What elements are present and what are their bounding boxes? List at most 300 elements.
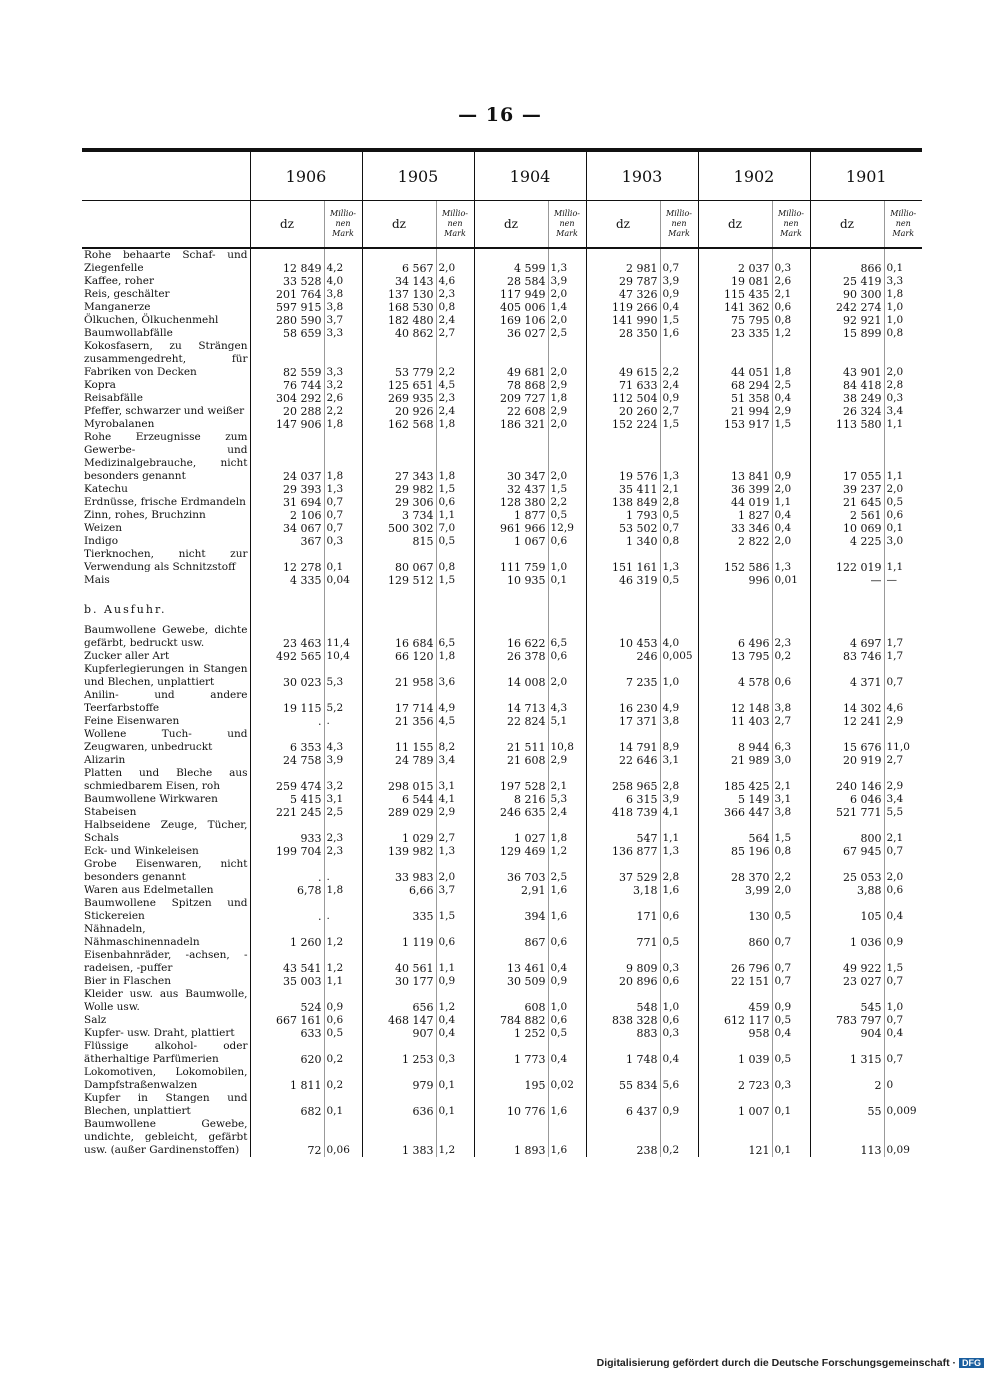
row-label: Kleider usw. aus Baumwolle, Wolle usw.	[84, 988, 248, 1013]
cell-million-mark: 1,2	[436, 988, 474, 1014]
cell-million-mark: 4,3	[324, 728, 362, 754]
cell-dz: 27 343	[362, 431, 436, 483]
cell-dz: 21 989	[698, 754, 772, 767]
cell-million-mark: 3,0	[884, 535, 922, 548]
cell-million-mark: 3,7	[324, 314, 362, 327]
cell-million-mark: 2,4	[660, 379, 698, 392]
cell-million-mark: 0,3	[772, 248, 810, 275]
cell-million-mark: 1,3	[660, 845, 698, 858]
cell-dz: 75 795	[698, 314, 772, 327]
cell-dz: 35 411	[586, 483, 660, 496]
cell-million-mark: 0,06	[324, 1118, 362, 1157]
table-row	[82, 379, 922, 392]
table-row	[82, 1092, 922, 1118]
row-label: Baumwollabfälle	[84, 327, 173, 339]
dfg-logo: DFG	[959, 1358, 984, 1368]
cell-dz: 85 196	[698, 845, 772, 858]
cell-million-mark: 0,7	[884, 663, 922, 689]
cell-million-mark: 2,0	[548, 314, 586, 327]
cell-million-mark: 2,0	[548, 340, 586, 379]
cell-dz: 14 302	[810, 689, 884, 715]
cell-dz: 11 403	[698, 715, 772, 728]
cell-dz: 6,78	[250, 884, 324, 897]
cell-dz: 866	[810, 248, 884, 275]
cell-dz: 8 944	[698, 728, 772, 754]
cell-dz: 335	[362, 897, 436, 923]
cell-million-mark: 0,8	[884, 327, 922, 340]
row-label: Kupfer in Stangen und Blechen, unplattiert	[84, 1092, 248, 1117]
cell-million-mark: 1,5	[660, 418, 698, 431]
cell-million-mark: 2,3	[436, 392, 474, 405]
cell-million-mark: 2,5	[548, 858, 586, 884]
cell-dz: 21 608	[474, 754, 548, 767]
cell-dz: 21 994	[698, 405, 772, 418]
cell-million-mark: 10,8	[548, 728, 586, 754]
cell-dz: 904	[810, 1027, 884, 1040]
cell-million-mark: 0,9	[436, 975, 474, 988]
cell-million-mark: 1,8	[436, 418, 474, 431]
cell-dz: 860	[698, 923, 772, 949]
cell-million-mark: 0,005	[660, 650, 698, 663]
row-label: Eisenbahnräder, -achsen, -radeisen, -puffer	[84, 949, 248, 974]
cell-dz: 979	[362, 1066, 436, 1092]
cell-million-mark: 0,7	[324, 496, 362, 509]
cell-dz: 12 849	[250, 248, 324, 275]
cell-dz: 367	[250, 535, 324, 548]
cell-million-mark: 6,5	[548, 624, 586, 650]
cell-million-mark: 1,0	[884, 988, 922, 1014]
cell-dz: 44 019	[698, 496, 772, 509]
cell-million-mark: 2,3	[324, 845, 362, 858]
cell-million-mark: 0,6	[660, 897, 698, 923]
row-label: Grobe Eisenwaren, nicht besonders genannt	[84, 858, 248, 883]
cell-million-mark: 0,8	[436, 548, 474, 574]
cell-dz: 23 335	[698, 327, 772, 340]
table-row	[82, 793, 922, 806]
cell-dz: 186 321	[474, 418, 548, 431]
cell-million-mark: 1,0	[884, 314, 922, 327]
cell-dz: 14 791	[586, 728, 660, 754]
table-row	[82, 897, 922, 923]
cell-dz: 136 877	[586, 845, 660, 858]
cell-million-mark: 10,4	[324, 650, 362, 663]
cell-million-mark: 0,3	[324, 535, 362, 548]
cell-million-mark: 4,5	[436, 379, 474, 392]
cell-million-mark: 2,9	[436, 806, 474, 819]
cell-million-mark: 2,4	[436, 314, 474, 327]
cell-million-mark: 2,9	[548, 379, 586, 392]
cell-million-mark: 1,8	[324, 884, 362, 897]
cell-million-mark: 1,0	[884, 301, 922, 314]
cell-million-mark: 0,7	[324, 509, 362, 522]
cell-million-mark: 1,8	[324, 418, 362, 431]
cell-million-mark: 0,4	[436, 1027, 474, 1040]
cell-dz: 298 015	[362, 767, 436, 793]
cell-million-mark: 3,8	[660, 715, 698, 728]
cell-dz: 1 027	[474, 819, 548, 845]
cell-dz: 197 528	[474, 767, 548, 793]
table-row	[82, 248, 922, 275]
cell-dz: 22 646	[586, 754, 660, 767]
cell-million-mark: 2,0	[772, 535, 810, 548]
cell-dz: 92 921	[810, 314, 884, 327]
cell-million-mark: 0,1	[436, 1066, 474, 1092]
cell-dz: 6 567	[362, 248, 436, 275]
cell-dz: 246 635	[474, 806, 548, 819]
row-label: Kokosfasern, zu Strängen zusammengedreht, für Fabriken von Decken	[84, 340, 248, 378]
table-row	[82, 1014, 922, 1027]
cell-dz: 1 827	[698, 509, 772, 522]
row-label: Alizarin	[84, 754, 126, 766]
cell-million-mark: 2,0	[772, 483, 810, 496]
cell-dz: 137 130	[362, 288, 436, 301]
table-row	[82, 340, 922, 379]
cell-million-mark: 4,0	[660, 624, 698, 650]
cell-dz: 182 480	[362, 314, 436, 327]
cell-dz: 20 260	[586, 405, 660, 418]
cell-dz: 66 120	[362, 650, 436, 663]
cell-million-mark: 1,6	[660, 884, 698, 897]
cell-dz: 2 106	[250, 509, 324, 522]
cell-million-mark: 0,3	[660, 949, 698, 975]
cell-dz: 405 006	[474, 301, 548, 314]
table-row	[82, 988, 922, 1014]
cell-dz: 36 399	[698, 483, 772, 496]
cell-million-mark: 1,1	[436, 949, 474, 975]
cell-dz: 51 358	[698, 392, 772, 405]
cell-million-mark: 2,4	[436, 405, 474, 418]
cell-dz: 783 797	[810, 1014, 884, 1027]
cell-dz: 2 723	[698, 1066, 772, 1092]
row-label: Baumwollene Spitzen und Stickereien	[84, 897, 248, 922]
cell-dz: 55	[810, 1092, 884, 1118]
cell-dz: 152 586	[698, 548, 772, 574]
cell-dz: 141 362	[698, 301, 772, 314]
cell-dz: 129 512	[362, 574, 436, 587]
section-heading: b. Ausfuhr.	[84, 603, 167, 616]
cell-dz: 30 347	[474, 431, 548, 483]
cell-million-mark: 0,4	[772, 392, 810, 405]
label-header	[82, 150, 250, 201]
cell-dz: 14 008	[474, 663, 548, 689]
cell-million-mark: 2,1	[772, 767, 810, 793]
row-label: Feine Eisenwaren	[84, 715, 180, 727]
table-row	[82, 288, 922, 301]
cell-dz: 20 919	[810, 754, 884, 767]
cell-dz: 1 893	[474, 1118, 548, 1157]
cell-million-mark: 1,0	[660, 988, 698, 1014]
cell-dz: 26 378	[474, 650, 548, 663]
unit-million-mark-header: Millio-nen Mark	[436, 201, 474, 249]
cell-million-mark: 2,9	[548, 405, 586, 418]
cell-dz: 122 019	[810, 548, 884, 574]
cell-million-mark: 3,9	[548, 275, 586, 288]
cell-dz: 246	[586, 650, 660, 663]
cell-dz: 418 739	[586, 806, 660, 819]
cell-dz: 19 081	[698, 275, 772, 288]
table-row	[82, 689, 922, 715]
cell-million-mark: 2,6	[324, 392, 362, 405]
cell-dz: 5 149	[698, 793, 772, 806]
cell-million-mark: 3,1	[772, 793, 810, 806]
cell-million-mark: 2,1	[548, 767, 586, 793]
unit-million-mark-header: Millio-nen Mark	[660, 201, 698, 249]
cell-dz: 21 511	[474, 728, 548, 754]
footer	[597, 1357, 984, 1369]
cell-million-mark: 2,8	[884, 379, 922, 392]
cell-million-mark: 0,1	[324, 1092, 362, 1118]
table-row	[82, 275, 922, 288]
cell-million-mark: 2,1	[772, 288, 810, 301]
cell-dz: 82 559	[250, 340, 324, 379]
cell-dz: 13 841	[698, 431, 772, 483]
cell-million-mark: 0,6	[436, 496, 474, 509]
cell-dz: 1 067	[474, 535, 548, 548]
cell-million-mark: 0,5	[324, 1027, 362, 1040]
cell-million-mark: 0,6	[772, 663, 810, 689]
cell-million-mark: 1,8	[436, 431, 474, 483]
unit-dz-header: dz	[474, 201, 548, 249]
cell-dz: 34 067	[250, 522, 324, 535]
cell-dz: 1 029	[362, 819, 436, 845]
cell-dz: 259 474	[250, 767, 324, 793]
cell-dz: 2	[810, 1066, 884, 1092]
cell-dz: 11 155	[362, 728, 436, 754]
cell-dz: 500 302	[362, 522, 436, 535]
cell-dz: 199 704	[250, 845, 324, 858]
cell-million-mark: 0,5	[436, 535, 474, 548]
cell-dz: 13 795	[698, 650, 772, 663]
cell-dz: 492 565	[250, 650, 324, 663]
cell-million-mark: 1,8	[548, 819, 586, 845]
cell-million-mark: 0,9	[660, 392, 698, 405]
cell-dz: 5 415	[250, 793, 324, 806]
cell-dz: 10 069	[810, 522, 884, 535]
cell-million-mark: 0,2	[660, 1118, 698, 1157]
table-row	[82, 624, 922, 650]
cell-million-mark: 2,0	[548, 418, 586, 431]
cell-dz: .	[250, 897, 324, 923]
cell-dz: 113	[810, 1118, 884, 1157]
cell-million-mark: 5,3	[324, 663, 362, 689]
cell-million-mark: 12,9	[548, 522, 586, 535]
table-row	[82, 728, 922, 754]
cell-dz: 21 645	[810, 496, 884, 509]
cell-dz: 1 252	[474, 1027, 548, 1040]
cell-million-mark: 2,2	[772, 858, 810, 884]
cell-dz: 1 383	[362, 1118, 436, 1157]
unit-million-mark-header: Millio-nen Mark	[884, 201, 922, 249]
cell-dz: 12 241	[810, 715, 884, 728]
cell-million-mark: 3,3	[324, 327, 362, 340]
cell-million-mark: 0,4	[548, 1040, 586, 1066]
cell-dz: 19 115	[250, 689, 324, 715]
cell-dz: 22 151	[698, 975, 772, 988]
cell-dz: 15 899	[810, 327, 884, 340]
cell-million-mark: 3,8	[772, 689, 810, 715]
cell-million-mark: 1,1	[436, 509, 474, 522]
cell-million-mark: 1,1	[660, 819, 698, 845]
cell-dz: 4 599	[474, 248, 548, 275]
cell-dz: 28 584	[474, 275, 548, 288]
cell-million-mark: 1,5	[884, 949, 922, 975]
cell-million-mark: 0,3	[772, 1066, 810, 1092]
section-spacer-cell	[250, 587, 324, 624]
cell-dz: 139 982	[362, 845, 436, 858]
year-header: 1906	[250, 150, 362, 201]
cell-million-mark: 0,9	[324, 988, 362, 1014]
cell-dz: 141 990	[586, 314, 660, 327]
label-header-blank	[82, 201, 250, 249]
cell-dz: 838 328	[586, 1014, 660, 1027]
cell-million-mark: 0,6	[548, 650, 586, 663]
cell-dz: 1 793	[586, 509, 660, 522]
cell-million-mark: 1,0	[548, 988, 586, 1014]
cell-dz: 459	[698, 988, 772, 1014]
cell-dz: 961 966	[474, 522, 548, 535]
cell-million-mark: 1,1	[772, 496, 810, 509]
table-row	[82, 1027, 922, 1040]
unit-million-mark-header: Millio-nen Mark	[548, 201, 586, 249]
cell-million-mark: 2,7	[884, 754, 922, 767]
cell-dz: 6 046	[810, 793, 884, 806]
cell-million-mark: 1,5	[772, 819, 810, 845]
unit-dz-header: dz	[586, 201, 660, 249]
cell-dz: 14 713	[474, 689, 548, 715]
cell-dz: 1 260	[250, 923, 324, 949]
cell-million-mark: 0,3	[436, 1040, 474, 1066]
cell-dz: 30 509	[474, 975, 548, 988]
cell-million-mark: 2,7	[772, 715, 810, 728]
cell-million-mark: 1,3	[436, 845, 474, 858]
cell-dz: 907	[362, 1027, 436, 1040]
cell-million-mark: 0,7	[884, 845, 922, 858]
cell-dz: 1 119	[362, 923, 436, 949]
cell-million-mark: 8,2	[436, 728, 474, 754]
cell-dz: 996	[698, 574, 772, 587]
cell-dz: 40 862	[362, 327, 436, 340]
cell-dz: 21 958	[362, 663, 436, 689]
cell-dz: 564	[698, 819, 772, 845]
cell-dz: 1 340	[586, 535, 660, 548]
cell-million-mark: 0,7	[884, 1040, 922, 1066]
cell-million-mark: —	[884, 574, 922, 587]
cell-million-mark: 0,9	[772, 431, 810, 483]
cell-dz: 185 425	[698, 767, 772, 793]
cell-million-mark: 2,5	[548, 327, 586, 340]
table-row	[82, 418, 922, 431]
cell-million-mark: 4,6	[884, 689, 922, 715]
cell-dz: 84 418	[810, 379, 884, 392]
year-header-row	[82, 150, 922, 201]
cell-dz: 33 528	[250, 275, 324, 288]
cell-dz: 112 504	[586, 392, 660, 405]
cell-million-mark: 5,5	[884, 806, 922, 819]
cell-million-mark: 4,3	[548, 689, 586, 715]
cell-million-mark: 4,6	[436, 275, 474, 288]
table-row	[82, 1066, 922, 1092]
cell-dz: 4 225	[810, 535, 884, 548]
cell-million-mark: 0,7	[772, 975, 810, 988]
cell-dz: —	[810, 574, 884, 587]
cell-dz: 111 759	[474, 548, 548, 574]
cell-dz: 4 697	[810, 624, 884, 650]
cell-million-mark: 0,1	[884, 522, 922, 535]
cell-dz: 1 877	[474, 509, 548, 522]
cell-dz: 115 435	[698, 288, 772, 301]
cell-million-mark: 1,8	[324, 431, 362, 483]
cell-dz: 26 324	[810, 405, 884, 418]
cell-million-mark: 11,0	[884, 728, 922, 754]
row-label: Mais	[84, 574, 110, 586]
cell-million-mark: 2,7	[436, 327, 474, 340]
cell-dz: 3,88	[810, 884, 884, 897]
cell-million-mark: 0,02	[548, 1066, 586, 1092]
cell-million-mark: 4,2	[324, 248, 362, 275]
cell-million-mark: 0,5	[660, 923, 698, 949]
cell-million-mark: 1,2	[324, 949, 362, 975]
row-label: Waren aus Edelmetallen	[84, 884, 214, 896]
cell-million-mark: 3,0	[772, 754, 810, 767]
cell-dz: 29 306	[362, 496, 436, 509]
row-label: Tierknochen, nicht zur Verwendung als Schnitzstoff	[84, 548, 248, 573]
cell-million-mark: 2,0	[884, 340, 922, 379]
cell-million-mark: 0,4	[436, 1014, 474, 1027]
cell-dz: 17 055	[810, 431, 884, 483]
year-header: 1903	[586, 150, 698, 201]
cell-million-mark: 0,3	[884, 392, 922, 405]
cell-million-mark: 1,8	[548, 392, 586, 405]
section-spacer-cell	[362, 587, 436, 624]
cell-dz: 2 822	[698, 535, 772, 548]
cell-dz: 10 453	[586, 624, 660, 650]
cell-dz: 105	[810, 897, 884, 923]
cell-dz: 280 590	[250, 314, 324, 327]
cell-dz: 521 771	[810, 806, 884, 819]
cell-dz: 195	[474, 1066, 548, 1092]
cell-dz: 394	[474, 897, 548, 923]
cell-dz: 23 027	[810, 975, 884, 988]
cell-dz: 784 882	[474, 1014, 548, 1027]
row-label: Ölkuchen, Ölkuchenmehl	[84, 314, 219, 326]
cell-dz: 168 530	[362, 301, 436, 314]
section-heading-row	[82, 587, 922, 624]
cell-million-mark: 0,6	[660, 975, 698, 988]
cell-million-mark: 4,9	[436, 689, 474, 715]
cell-million-mark: 1,6	[548, 884, 586, 897]
unit-header-row	[82, 201, 922, 249]
cell-million-mark: 2,2	[548, 496, 586, 509]
cell-million-mark: 0,1	[884, 248, 922, 275]
table-row	[82, 650, 922, 663]
cell-million-mark: 1,2	[324, 923, 362, 949]
cell-million-mark: 0,6	[772, 301, 810, 314]
cell-million-mark: 2,4	[548, 806, 586, 819]
cell-million-mark: 0,2	[772, 650, 810, 663]
table-row	[82, 327, 922, 340]
cell-million-mark: 2,6	[772, 275, 810, 288]
section-spacer-cell	[660, 587, 698, 624]
cell-dz: 1 773	[474, 1040, 548, 1066]
cell-million-mark: 3,9	[660, 793, 698, 806]
cell-million-mark: 0,6	[324, 1014, 362, 1027]
cell-million-mark: 2,3	[772, 624, 810, 650]
cell-dz: 49 615	[586, 340, 660, 379]
table-row	[82, 509, 922, 522]
row-label: Nähnadeln, Nähmaschinennadeln	[84, 923, 200, 948]
cell-million-mark: 4,1	[660, 806, 698, 819]
cell-dz: 47 326	[586, 288, 660, 301]
